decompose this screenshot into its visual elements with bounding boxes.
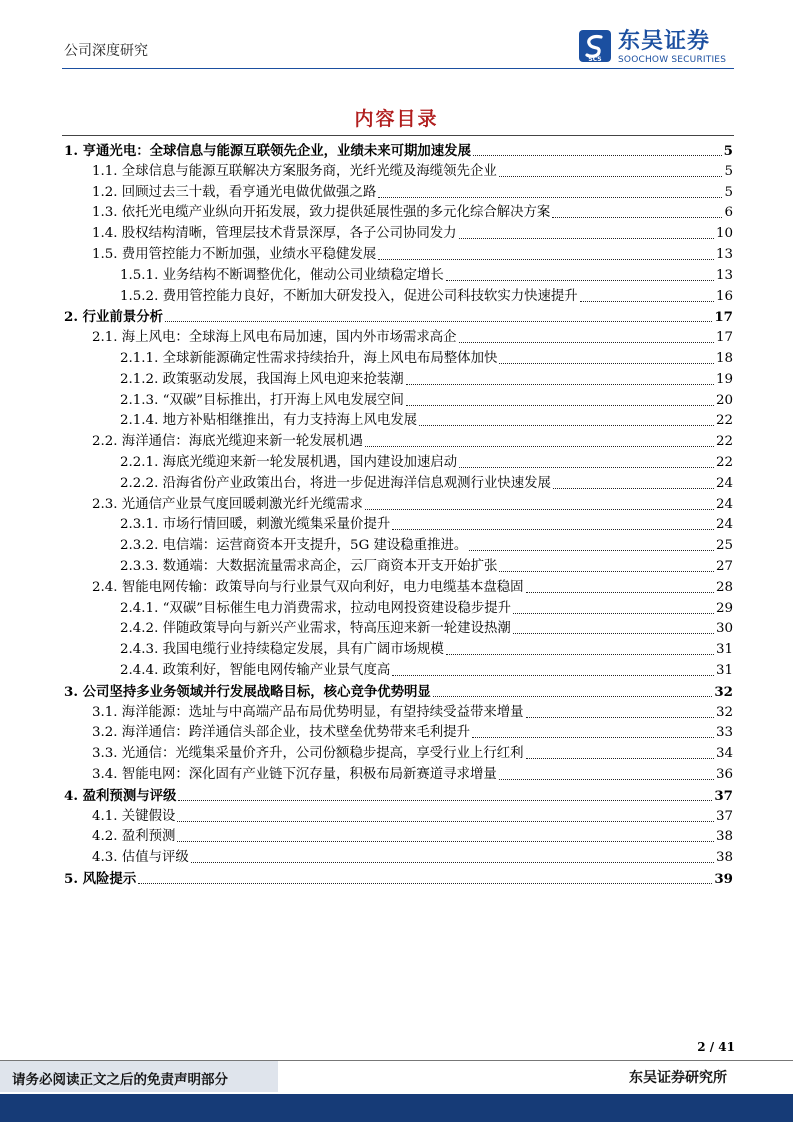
- toc-entry[interactable]: [120, 638, 733, 659]
- toc-entry-page: 16: [715, 288, 733, 304]
- toc-dot-leader: [406, 383, 714, 385]
- toc-dot-leader: [365, 445, 714, 447]
- toc-entry[interactable]: [92, 576, 733, 597]
- toc-dot-leader: [499, 570, 714, 572]
- toc-entry-title: 1.5.1. 业务结构不断调整优化，催动公司业绩稳定增长: [120, 267, 444, 283]
- toc-dot-leader: [526, 716, 714, 718]
- toc-entry-title: 1.4. 股权结构清晰，管理层技术背景深厚，各子公司协同发力: [92, 226, 457, 242]
- toc-entry[interactable]: [120, 472, 733, 493]
- toc-entry[interactable]: [92, 493, 733, 514]
- toc-title: 内容目录: [354, 108, 439, 130]
- toc-entry-title: 3.3. 光通信：光缆集采量价齐升，公司份额稳步提高，享受行业上行红利: [92, 746, 524, 762]
- toc-entry-title: 2.3. 光通信产业景气度回暖刺激光纤光缆需求: [92, 496, 363, 512]
- toc-entry-title: 3.1. 海洋能源：选址与中高端产品布局优势明显，有望持续受益带来增量: [92, 704, 524, 720]
- toc-entry-page: 39: [714, 871, 733, 887]
- toc-entry-page: 33: [715, 725, 733, 741]
- toc-entry-title: 2.1.4. 地方补贴相继推出，有力支持海上风电发展: [120, 413, 418, 429]
- toc-entry-title: 1.3. 依托光电缆产业纵向开拓发展，致力提供延展性强的多元化综合解决方案: [92, 205, 551, 221]
- toc-dot-leader: [392, 674, 714, 676]
- toc-dot-leader: [499, 175, 723, 177]
- toc-entry-title: 2.1.1. 全球新能源确定性需求持续抬升，海上风电布局整体加快: [120, 351, 498, 366]
- toc-entry-page: 13: [715, 267, 733, 283]
- toc-entry[interactable]: [120, 597, 733, 618]
- toc-entry[interactable]: [64, 680, 733, 701]
- toc-entry[interactable]: [120, 659, 733, 680]
- toc-entry[interactable]: [92, 805, 733, 826]
- toc-entry[interactable]: [92, 742, 733, 763]
- toc-dot-leader: [499, 362, 714, 364]
- toc-entry-page: 30: [715, 621, 733, 637]
- toc-entry-title: 4. 盈利预测与评级: [64, 787, 177, 804]
- logo-chinese-name: 东吴证券: [618, 29, 711, 54]
- toc-entry-page: 34: [715, 746, 733, 762]
- toc-entry[interactable]: [120, 409, 733, 430]
- logo-english-name: SOOCHOW SECURITIES: [618, 55, 727, 65]
- toc-dot-leader: [378, 258, 714, 260]
- toc-entry-page: 13: [715, 247, 733, 262]
- toc-dot-leader: [472, 736, 714, 738]
- toc-entry-page: 32: [714, 683, 733, 700]
- toc-entry[interactable]: [92, 763, 733, 784]
- toc-entry[interactable]: [92, 701, 733, 722]
- toc-dot-leader: [178, 799, 712, 801]
- toc-entry[interactable]: [64, 139, 733, 160]
- toc-dot-leader: [513, 632, 714, 634]
- toc-entry-page: 29: [715, 600, 733, 616]
- logo-badge-text: SCS: [588, 56, 602, 63]
- toc-entry[interactable]: [92, 243, 733, 264]
- toc-entry-title: 2.4.4. 政策利好，智能电网传输产业景气度高: [120, 663, 391, 678]
- toc-dot-leader: [526, 591, 714, 593]
- toc-entry-title: 2.1. 海上风电：全球海上风电布局加速，国内外市场需求高企: [92, 330, 457, 346]
- toc-entry-title: 1.1. 全球信息与能源互联解决方案服务商，光纤光缆及海缆领先企业: [92, 163, 497, 179]
- toc-entry-page: 6: [724, 205, 733, 221]
- toc-entry-page: 17: [714, 309, 733, 326]
- toc-dot-leader: [459, 341, 714, 343]
- toc-entry-title: 2.2.1. 海底光缆迎来新一轮发展机遇，国内建设加速启动: [120, 455, 458, 470]
- toc-entry-title: 2.2. 海洋通信：海底光缆迎来新一轮发展机遇: [92, 434, 363, 450]
- toc-entry[interactable]: [120, 451, 733, 472]
- footer-color-bar: [0, 1094, 793, 1122]
- toc-dot-leader: [499, 778, 714, 780]
- report-type-label: 公司深度研究: [64, 43, 148, 59]
- toc-entry-title: 3. 公司坚持多业务领域并行发展战略目标，核心竞争优势明显: [64, 683, 431, 700]
- toc-dot-leader: [165, 320, 712, 322]
- toc-entry-title: 5. 风险提示: [64, 871, 137, 887]
- toc-entry[interactable]: [120, 513, 733, 534]
- toc-dot-leader: [392, 528, 714, 530]
- toc-dot-leader: [553, 487, 714, 489]
- toc-dot-leader: [552, 216, 722, 218]
- toc-entry-title: 3.2. 海洋通信：跨洋通信头部企业，技术壁垒优势带来毛利提升: [92, 725, 470, 741]
- toc-entry[interactable]: [64, 867, 733, 888]
- toc-entry-title: 1.5.2. 费用管控能力良好，不断加大研发投入，促进公司科技软实力快速提升: [120, 288, 578, 304]
- toc-entry-page: 5: [724, 184, 733, 200]
- toc-entry[interactable]: [92, 721, 733, 742]
- toc-entry-title: 2.1.2. 政策驱动发展，我国海上风电迎来抢装潮: [120, 371, 404, 387]
- toc-entry[interactable]: [64, 784, 733, 805]
- toc-entry-page: 18: [715, 351, 733, 366]
- toc-entry-title: 1.5. 费用管控能力不断加强，业绩水平稳健发展: [92, 247, 377, 262]
- toc-entry-title: 2.3.1. 市场行情回暖，刺激光缆集采量价提升: [120, 517, 391, 533]
- toc-entry-page: 5: [723, 143, 733, 159]
- footer-organization: 东吴证券研究所: [629, 1070, 727, 1086]
- toc-entry-title: 2.3.2. 电信端：运营商资本开支提升，5G 建设稳重推进。: [120, 538, 468, 554]
- toc-dot-leader: [473, 154, 722, 156]
- toc-entry-page: 27: [715, 559, 733, 574]
- toc-entry-title: 1.2. 回顾过去三十载，看亨通光电做优做强之路: [92, 184, 377, 200]
- toc-entry[interactable]: [120, 389, 733, 410]
- toc-dot-leader: [177, 820, 714, 822]
- toc-entry[interactable]: [92, 160, 733, 181]
- toc-entry-page: 22: [715, 434, 733, 450]
- toc-dot-leader: [365, 508, 714, 510]
- brand-logo: [578, 29, 738, 69]
- toc-entry-page: 10: [715, 226, 733, 242]
- toc-entry[interactable]: [92, 201, 733, 222]
- toc-top-divider: [62, 135, 734, 136]
- toc-entry-title: 2.3.3. 数通端：大数据流量需求高企，云厂商资本开支开始扩张: [120, 559, 498, 574]
- toc-dot-leader: [513, 612, 714, 614]
- toc-entry-page: 28: [715, 579, 733, 595]
- toc-dot-leader: [419, 424, 714, 426]
- toc-entry-page: 19: [715, 371, 733, 387]
- toc-entry-page: 31: [715, 642, 733, 658]
- toc-entry[interactable]: [120, 347, 733, 368]
- toc-dot-leader: [406, 404, 714, 406]
- toc-entry-page: 24: [715, 517, 733, 533]
- toc-entry-title: 4.2. 盈利预测: [92, 829, 176, 845]
- toc-dot-leader: [191, 861, 714, 863]
- toc-entry-title: 2.4. 智能电网传输：政策导向与行业景气双向利好，电力电缆基本盘稳固: [92, 579, 524, 595]
- toc-entry-title: 1. 亨通光电：全球信息与能源互联领先企业，业绩未来可期加速发展: [64, 143, 471, 159]
- toc-dot-leader: [446, 279, 714, 281]
- toc-entry[interactable]: [120, 534, 733, 555]
- toc-dot-leader: [177, 840, 714, 842]
- toc-entry-title: 3.4. 智能电网：深化固有产业链下沉存量，积极布局新赛道寻求增量: [92, 767, 497, 782]
- soochow-logo-icon: [578, 29, 612, 63]
- toc-entry-page: 5: [724, 163, 733, 179]
- toc-entry[interactable]: [120, 368, 733, 389]
- toc-entry[interactable]: [120, 555, 733, 576]
- toc-entry[interactable]: [120, 617, 733, 638]
- toc-dot-leader: [138, 882, 712, 884]
- toc-entry-page: 24: [715, 496, 733, 512]
- page-number: 2 / 41: [697, 1040, 735, 1054]
- toc-entry-title: 2.4.1. “双碳”目标催生电力消费需求，拉动电网投资建设稳步提升: [120, 600, 512, 616]
- toc-entry-page: 31: [715, 663, 733, 678]
- toc-entry[interactable]: [92, 846, 733, 867]
- toc-entry[interactable]: [120, 264, 733, 285]
- toc-entry-title: 2.2.2. 沿海省份产业政策出台，将进一步促进海洋信息观测行业快速发展: [120, 475, 551, 491]
- toc-entry-page: 37: [714, 787, 733, 804]
- toc-entry-page: 37: [715, 808, 733, 824]
- toc-entry[interactable]: [92, 825, 733, 846]
- toc-entry[interactable]: [92, 430, 733, 451]
- toc-dot-leader: [459, 237, 714, 239]
- toc-dot-leader: [378, 196, 722, 198]
- toc-entry-page: 32: [715, 704, 733, 720]
- toc-entry[interactable]: [92, 181, 733, 202]
- toc-entry-page: 38: [715, 850, 733, 866]
- toc-entry-page: 20: [715, 392, 733, 408]
- toc-entry-page: 24: [715, 475, 733, 491]
- toc-dot-leader: [459, 466, 714, 468]
- toc-entry-page: 22: [715, 455, 733, 470]
- toc-entry-title: 2.1.3. “双碳”目标推出，打开海上风电发展空间: [120, 392, 404, 408]
- toc-entry[interactable]: [120, 285, 733, 306]
- toc-entry-title: 2. 行业前景分析: [64, 309, 163, 326]
- toc-entry-page: 25: [715, 538, 733, 554]
- toc-entry-page: 22: [715, 413, 733, 429]
- toc-entry-page: 36: [715, 767, 733, 782]
- toc-entry-title: 2.4.2. 伴随政策导向与新兴产业需求，特高压迎来新一轮建设热潮: [120, 621, 511, 637]
- toc-entry-page: 38: [715, 829, 733, 845]
- toc-entry[interactable]: [92, 326, 733, 347]
- footer-disclaimer: 请务必阅读正文之后的免责声明部分: [12, 1072, 228, 1088]
- toc-dot-leader: [433, 695, 713, 697]
- toc-entry[interactable]: [64, 305, 733, 326]
- toc-entry-title: 4.1. 关键假设: [92, 808, 176, 824]
- header-divider: [62, 68, 734, 69]
- toc-entry-title: 4.3. 估值与评级: [92, 850, 189, 866]
- toc-entry-page: 17: [715, 330, 733, 346]
- toc-dot-leader: [469, 549, 714, 551]
- toc-dot-leader: [446, 653, 714, 655]
- toc-dot-leader: [526, 757, 714, 759]
- toc-entry[interactable]: [92, 222, 733, 243]
- toc-entry-title: 2.4.3. 我国电缆行业持续稳定发展，具有广阔市场规模: [120, 642, 444, 658]
- toc-dot-leader: [580, 300, 714, 302]
